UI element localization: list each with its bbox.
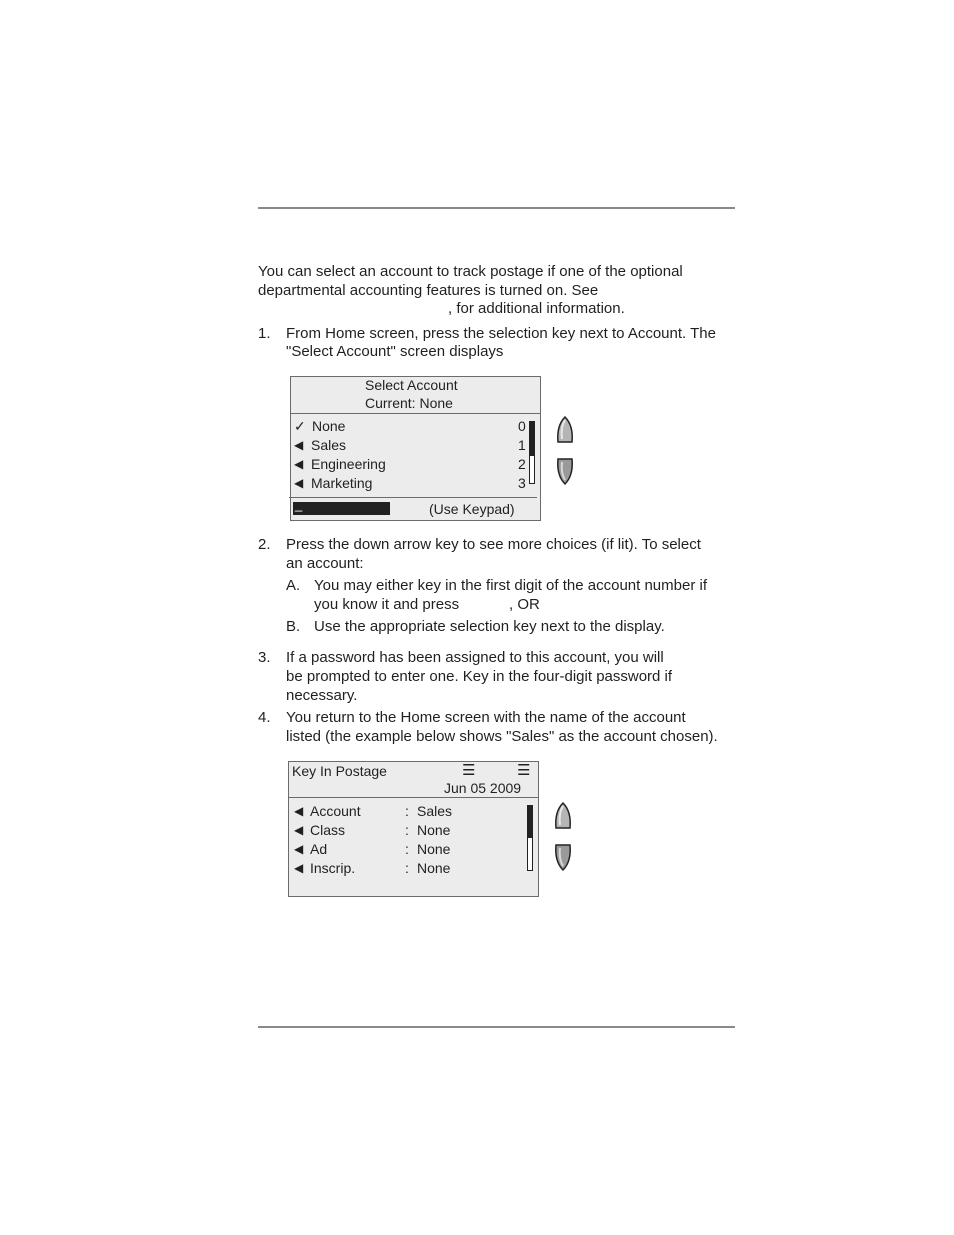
scrollbar[interactable] bbox=[529, 421, 535, 484]
keypad-hint: (Use Keypad) bbox=[429, 501, 515, 517]
account-item-number: 0 bbox=[518, 418, 526, 434]
setting-value: None bbox=[417, 822, 451, 838]
step-4-number: 4. bbox=[258, 709, 271, 726]
substep-b-line-1: Use the appropriate selection key next to the display. bbox=[314, 618, 665, 635]
substep-a-line-2-end: , OR bbox=[509, 596, 540, 613]
setting-label[interactable]: Ad bbox=[310, 841, 328, 857]
up-arrow-key-icon[interactable] bbox=[555, 415, 575, 445]
entry-cursor: _ bbox=[295, 497, 303, 512]
setting-label[interactable]: Class bbox=[310, 822, 346, 838]
checkmark-icon: ✓ bbox=[294, 418, 306, 434]
account-item-label[interactable]: Engineering bbox=[311, 456, 386, 472]
step-4-line-1: You return to the Home screen with the name of the account bbox=[286, 709, 686, 726]
select-account-screen bbox=[290, 376, 541, 521]
intro-line-2: departmental accounting features is turned on. See bbox=[258, 282, 599, 299]
step-3-line-1: If a password has been assigned to this account, you will bbox=[286, 649, 664, 666]
substep-a-line-1: You may either key in the first digit of the account number if bbox=[314, 577, 707, 594]
selection-arrow-icon[interactable]: ◀ bbox=[294, 438, 304, 452]
selection-arrow-icon[interactable]: ◀ bbox=[294, 842, 304, 856]
step-3-number: 3. bbox=[258, 649, 271, 666]
account-item-label[interactable]: None bbox=[312, 418, 346, 434]
account-item-label[interactable]: Marketing bbox=[311, 475, 373, 491]
substep-a-letter: A. bbox=[286, 577, 301, 594]
account-item-number: 2 bbox=[518, 456, 526, 472]
step-3-line-3: necessary. bbox=[286, 687, 358, 704]
step-2-number: 2. bbox=[258, 536, 271, 553]
substep-b-letter: B. bbox=[286, 618, 301, 635]
step-1-line-2: "Select Account" screen displays bbox=[286, 343, 504, 360]
step-1-line-1: From Home screen, press the selection key next to Account. The bbox=[286, 325, 716, 342]
intro-line-1: You can select an account to track postage if one of the optional bbox=[258, 263, 683, 280]
scrollbar-thumb[interactable] bbox=[530, 422, 534, 456]
selection-arrow-icon[interactable]: ◀ bbox=[294, 476, 304, 490]
account-item-label[interactable]: Sales bbox=[311, 437, 347, 453]
menu-icon: ☰ bbox=[462, 762, 476, 779]
step-3-line-2: be prompted to enter one. Key in the four-digit password if bbox=[286, 668, 673, 685]
setting-value: Sales bbox=[417, 803, 453, 819]
current-account: Current: None bbox=[365, 395, 453, 411]
date-display: Jun 05 2009 bbox=[444, 780, 522, 796]
down-arrow-key-icon[interactable] bbox=[553, 842, 573, 872]
top-rule bbox=[258, 207, 735, 209]
setting-separator: : bbox=[405, 803, 409, 819]
step-2-line-1: Press the down arrow key to see more choices (if lit). To select bbox=[286, 536, 701, 553]
setting-value: None bbox=[417, 860, 451, 876]
selection-arrow-icon[interactable]: ◀ bbox=[294, 823, 304, 837]
bottom-rule bbox=[258, 1026, 735, 1028]
intro-line-3: , for additional information. bbox=[448, 300, 625, 317]
selection-arrow-icon[interactable]: ◀ bbox=[294, 457, 304, 471]
setting-separator: : bbox=[405, 860, 409, 876]
account-item-number: 3 bbox=[518, 475, 526, 491]
setting-label[interactable]: Inscrip. bbox=[310, 860, 356, 876]
substep-a-line-2: you know it and press bbox=[314, 596, 460, 613]
scrollbar-thumb[interactable] bbox=[528, 806, 532, 838]
key-in-postage-screen bbox=[288, 761, 539, 897]
selection-arrow-icon[interactable]: ◀ bbox=[294, 804, 304, 818]
scrollbar[interactable] bbox=[527, 805, 533, 871]
screen-title: Select Account bbox=[365, 377, 458, 393]
selection-arrow-icon[interactable]: ◀ bbox=[294, 861, 304, 875]
up-arrow-key-icon[interactable] bbox=[553, 801, 573, 831]
setting-label[interactable]: Account bbox=[310, 803, 361, 819]
setting-separator: : bbox=[405, 822, 409, 838]
step-1-number: 1. bbox=[258, 325, 271, 342]
down-arrow-key-icon[interactable] bbox=[555, 456, 575, 486]
setting-value: None bbox=[417, 841, 451, 857]
screen-title: Key In Postage bbox=[292, 763, 387, 779]
step-4-line-2: listed (the example below shows "Sales" as the account chosen). bbox=[286, 728, 718, 745]
setting-separator: : bbox=[405, 841, 409, 857]
menu-icon: ☰ bbox=[517, 762, 531, 779]
account-item-number: 1 bbox=[518, 437, 526, 453]
step-2-line-2: an account: bbox=[286, 555, 364, 572]
keypad-entry-field[interactable] bbox=[293, 497, 390, 515]
